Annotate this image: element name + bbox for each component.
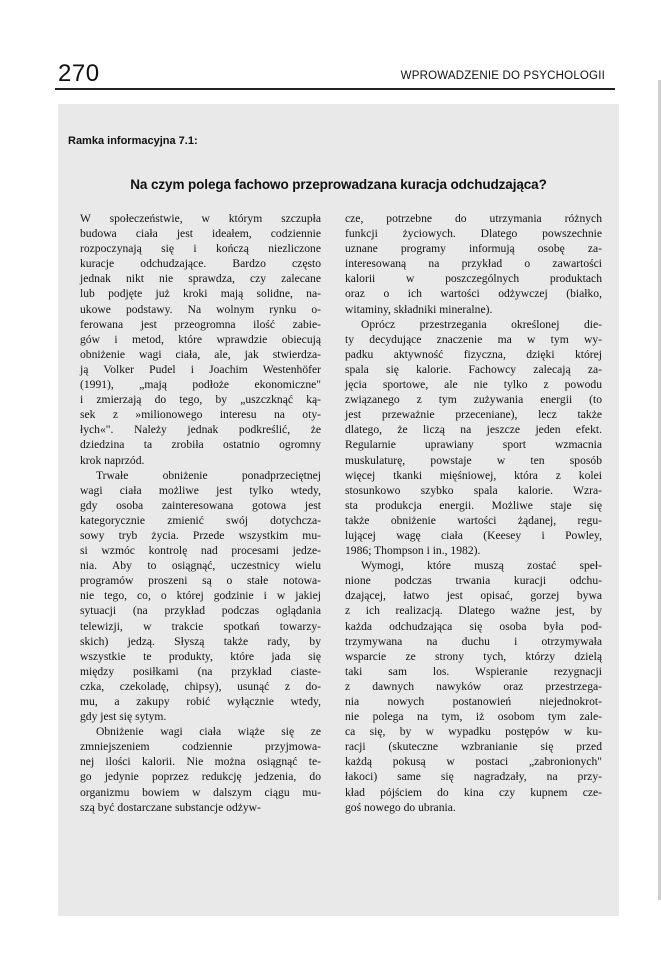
text-line: ferowana jest przeogromna ilość zabie- (80, 317, 321, 331)
text-line: oraz o ich wartości odżywczej (białko, (345, 287, 602, 301)
text-line: spala się kalorie. Fachowcy zalecają za- (345, 362, 602, 376)
text-line: ty decydujące znaczenie ma w tym wy- (345, 332, 602, 346)
text-line: łakoci) same się nagradzały, na przy- (345, 770, 602, 784)
text-line: nia. Aby to osiągnąć, uczestnicy wielu (80, 559, 321, 573)
text-line: między posiłkami (na przykład ciaste- (80, 664, 321, 678)
text-line: dziedzina ta zrobiła ostatnio ogromny (80, 438, 321, 452)
text-line: (1991), „mają podłoże ekonomiczne" (80, 378, 321, 392)
text-line: dzającej, łatwo jest opisać, gorzej bywa (345, 589, 602, 603)
header-rule (55, 88, 615, 90)
text-line: gdy osoba zainteresowana gotowa jest (80, 498, 321, 512)
text-line: krok naprzód. (80, 453, 145, 467)
text-line: si wzmóc kontrolę nad procesami jedze- (80, 544, 321, 558)
text-line: gów i metod, które wprawdzie obiecują (80, 332, 321, 346)
text-line: zmniejszeniem codziennie przyjmowa- (80, 740, 321, 754)
text-line: stosunkowo szybko spala kalorie. Wzra- (345, 483, 602, 497)
text-line: nione podczas trwania kuracji odchu- (345, 574, 602, 588)
text-line: interesowaną na przykład o zawartości (345, 257, 602, 271)
text-line: 1986; Thompson i in., 1982). (345, 544, 481, 558)
text-line: wagi ciała możliwe jest tylko wtedy, (80, 483, 321, 497)
text-line: Wymogi, które muszą zostać speł- (361, 559, 602, 573)
text-column-right (345, 211, 602, 815)
text-line: ją Volker Pudel i Joachim Westenhöfer (80, 362, 321, 376)
text-line: i zmierzają do tego, by „uszczknąć ką- (80, 393, 321, 407)
text-line: jest przeważnie przeceniane), lecz także (345, 408, 602, 422)
text-line: dlatego, że liczą na jeszcze jeden efekt. (345, 423, 602, 437)
text-line: kuracje odchudzające. Bardzo często (80, 257, 321, 271)
text-line: trzymywana na duchu i otrzymywała (345, 634, 602, 648)
text-line: gdy jest się sytym. (80, 710, 167, 724)
text-line: nej ilości kalorii. Nie można osiągnąć te- (80, 755, 321, 769)
text-line: szą być dostarczane substancje odżyw- (80, 800, 261, 814)
text-line: padku aktywność fizyczna, dzięki której (345, 347, 602, 361)
text-line: wszystkie te produkty, które jada się (80, 649, 321, 663)
text-line: goś nowego do ubrania. (345, 800, 456, 814)
text-line: każdą pokusą w postaci „zabronionych" (345, 755, 602, 769)
text-line: ukowe podstawy. Na wolnym rynku o- (80, 302, 321, 316)
text-line: każda odchudzająca się osoba była pod- (345, 619, 602, 633)
text-line: więcej tkanki mięśniowej, która z kolei (345, 468, 602, 482)
text-line: witaminy, składniki mineralne). (345, 302, 493, 316)
text-line: sytuacji (na przykład podczas oglądania (80, 604, 321, 618)
text-line: wsparcie ze strony tych, którzy dzielą (345, 649, 602, 663)
text-line: kategorycznie zmienić swój dotychcza- (80, 513, 321, 527)
running-head: WPROWADZENIE DO PSYCHOLOGII (400, 70, 605, 82)
info-box-label: Ramka informacyjna 7.1: (68, 135, 198, 147)
text-line: budowa ciała jest ideałem, codziennie (80, 227, 321, 241)
text-line: Obniżenie wagi ciała wiąże się ze (96, 725, 321, 739)
text-line: Regularnie uprawiany sport wzmacnia (345, 438, 602, 452)
text-line: programów proszeni są o stałe notowa- (80, 574, 321, 588)
text-line: rozpoczynają się i kończą niezliczone (80, 242, 321, 256)
text-line: z ich realizacją. Dlatego ważne jest, by (345, 604, 602, 618)
info-box-title: Na czym polega fachowo przeprowadzana kuracja odchudzająca? (130, 177, 547, 192)
text-line: W społeczeństwie, w którym szczupła (80, 212, 321, 225)
text-line: lującej wagę ciała (Keesey i Powley, (345, 528, 602, 542)
text-line: nia nowych postanowień niejednokrot- (345, 695, 602, 708)
text-line: Oprócz przestrzegania określonej die- (361, 317, 602, 331)
text-line: z dawnych nawyków oraz przestrzega- (345, 679, 602, 693)
text-line: go jedynie poprzez redukcję jedzenia, do (80, 770, 321, 784)
text-line: obniżenie wagi ciała, ale, jak stwierdza- (80, 347, 321, 361)
text-line: racji (skuteczne wzbranianie się przed (345, 740, 602, 754)
text-line: czka, czekoladę, chipsy), usunąć z do- (80, 679, 321, 693)
text-line: nie polega na tym, iż osobom tym zale- (345, 710, 602, 724)
text-line: kalorii w poszczególnych produktach (345, 272, 602, 286)
text-line: łych«". Należy jednak podkreślić, że (80, 423, 321, 437)
text-line: cze, potrzebne do utrzymania różnych (345, 212, 602, 225)
text-line: sta produkcja energii. Możliwe staje się (345, 498, 602, 512)
text-line: kład pójściem do kina czy kupnem cze- (345, 785, 602, 799)
text-line: jednak nikt nie sprawdza, czy zalecane (80, 272, 321, 286)
text-line: taki sam los. Wspieranie rezygnacji (345, 664, 602, 678)
text-line: funkcji życiowych. Dlatego powszechnie (345, 227, 602, 241)
text-line: muskulaturę, powstaje w ten sposób (345, 453, 602, 467)
text-line: uznane programy informują osobę za- (345, 242, 602, 256)
text-line: także obniżenie wartości żądanej, regu- (345, 513, 602, 527)
text-line: ca się, by w wypadku postępów w ku- (345, 725, 602, 739)
text-line: telewizji, w trakcie spotkań towarzy- (80, 619, 321, 633)
text-line: sowy tryb życia. Przede wszystkim mu- (80, 528, 321, 542)
text-line: organizmu bowiem w dalszym ciągu mu- (80, 785, 321, 799)
text-line: nie tego, co, o której godzinie i w jakiej (80, 589, 321, 603)
text-line: lub podjęte już kroki mają solidne, na- (80, 287, 321, 301)
text-line: mu, a zakupy robić wyłącznie wtedy, (80, 695, 321, 708)
text-column-left (80, 211, 321, 815)
text-line: skich) jedzą. Słyszą także rady, by (80, 634, 321, 648)
page-number: 270 (58, 60, 100, 87)
text-line: sek z »milionowego interesu na oty- (80, 408, 321, 422)
text-line: jęcia sportowe, ale nie tylko z powodu (345, 378, 602, 392)
text-line: Trwałe obniżenie ponadprzeciętnej (96, 468, 321, 482)
text-line: związanego z tym zużywania energii (to (345, 393, 602, 407)
